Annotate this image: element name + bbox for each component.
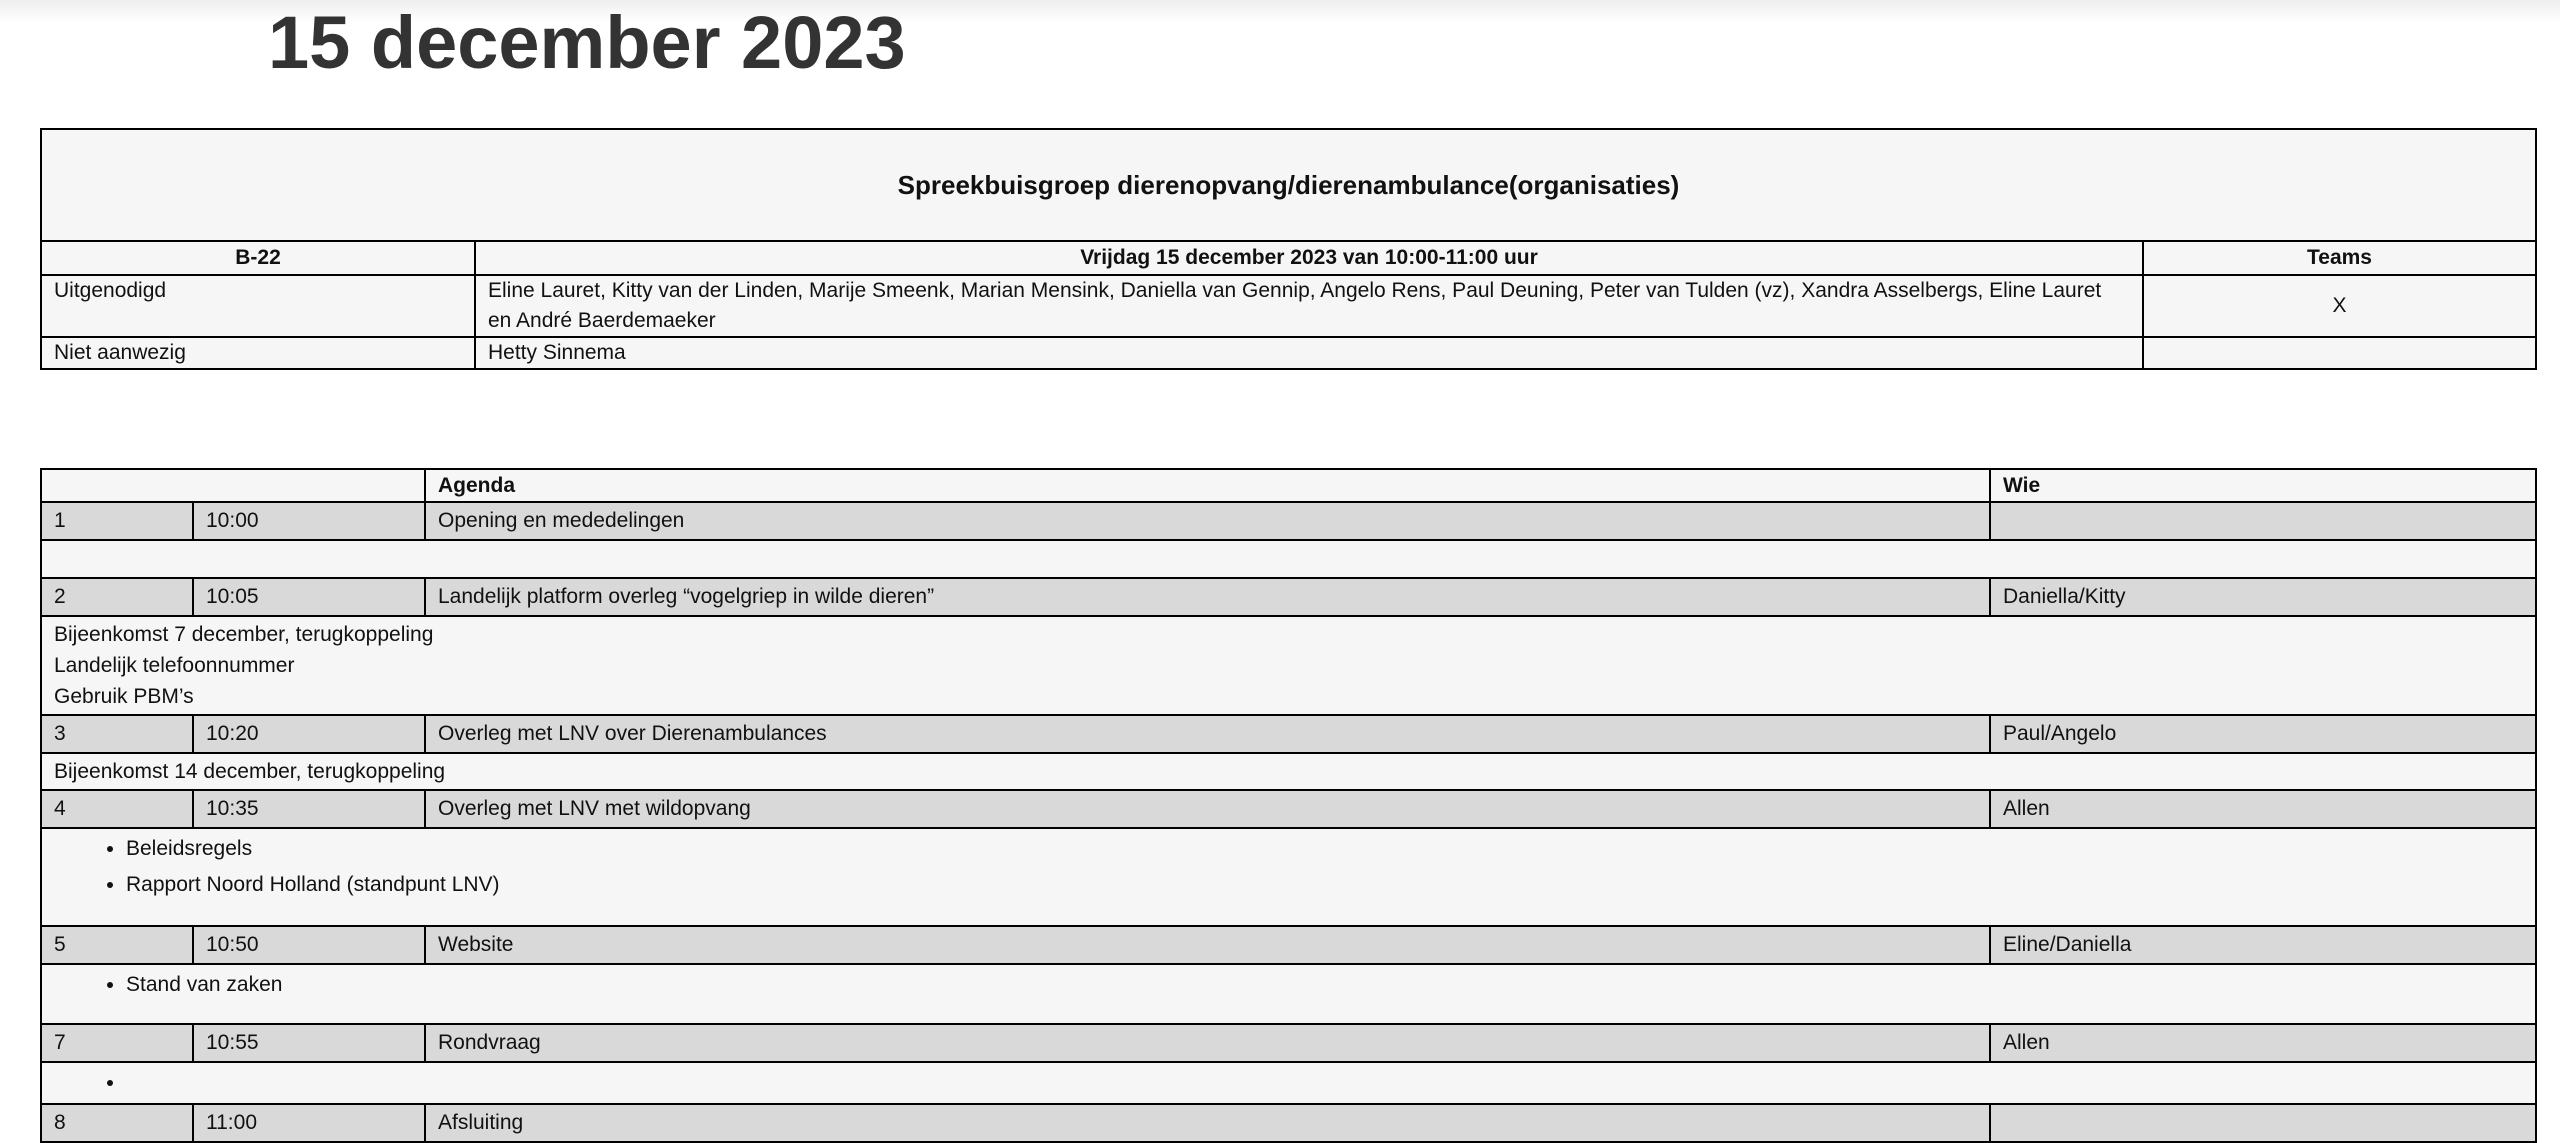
item-who: Daniella/Kitty bbox=[1990, 578, 2536, 616]
item-notes bbox=[41, 540, 2536, 578]
meeting-datetime: Vrijdag 15 december 2023 van 10:00-11:00 uur bbox=[475, 241, 2143, 275]
agenda-item bbox=[41, 578, 2536, 616]
absent-label: Niet aanwezig bbox=[41, 337, 475, 369]
item-topic: Overleg met LNV over Dierenambulances bbox=[425, 715, 1990, 753]
bullet-item: • Rapport Noord Holland (standpunt LNV) bbox=[126, 867, 2523, 903]
item-topic: Opening en mededelingen bbox=[425, 502, 1990, 540]
agenda-table bbox=[40, 468, 2537, 1143]
item-number: 8 bbox=[41, 1104, 193, 1142]
item-topic: Overleg met LNV met wildopvang bbox=[425, 790, 1990, 828]
item-notes bbox=[41, 753, 2536, 790]
agenda-item bbox=[41, 715, 2536, 753]
item-number: 1 bbox=[41, 502, 193, 540]
item-who: Allen bbox=[1990, 1024, 2536, 1062]
note-line: Bijeenkomst 7 december, terugkoppeling bbox=[54, 623, 434, 646]
item-who: Allen bbox=[1990, 790, 2536, 828]
item-notes bbox=[41, 616, 2536, 715]
item-time: 10:00 bbox=[193, 502, 425, 540]
bullet-item bbox=[126, 1065, 2523, 1101]
item-time: 10:35 bbox=[193, 790, 425, 828]
bullet-item: • Stand van zaken bbox=[126, 967, 2523, 1003]
item-topic: Landelijk platform overleg “vogelgriep in wilde dieren” bbox=[425, 578, 1990, 616]
item-number: 7 bbox=[41, 1024, 193, 1062]
room-code: B-22 bbox=[41, 241, 475, 275]
invited-mark: X bbox=[2143, 275, 2536, 337]
item-time: 10:50 bbox=[193, 926, 425, 964]
note-line: Landelijk telefoonnummer bbox=[54, 654, 295, 677]
item-topic: Website bbox=[425, 926, 1990, 964]
item-number: 4 bbox=[41, 790, 193, 828]
item-time: 10:55 bbox=[193, 1024, 425, 1062]
item-time: 11:00 bbox=[193, 1104, 425, 1142]
bullet-item: • Beleidsregels bbox=[126, 831, 2523, 867]
meeting-info-table bbox=[40, 128, 2537, 370]
agenda-item bbox=[41, 1104, 2536, 1142]
invited-label: Uitgenodigd bbox=[41, 275, 475, 337]
page-title: 15 december 2023 bbox=[268, 1, 906, 84]
agenda-item bbox=[41, 1024, 2536, 1062]
item-topic: Afsluiting bbox=[425, 1104, 1990, 1142]
item-number: 2 bbox=[41, 578, 193, 616]
item-notes bbox=[41, 964, 2536, 1024]
item-who bbox=[1990, 502, 2536, 540]
agenda-item bbox=[41, 790, 2536, 828]
agenda-item bbox=[41, 926, 2536, 964]
group-title: Spreekbuisgroep dierenopvang/dierenambulance(organisaties) bbox=[41, 129, 2536, 241]
item-who bbox=[1990, 1104, 2536, 1142]
bullet-list bbox=[54, 1065, 2523, 1101]
item-who: Eline/Daniella bbox=[1990, 926, 2536, 964]
item-notes bbox=[41, 828, 2536, 926]
item-topic: Rondvraag bbox=[425, 1024, 1990, 1062]
item-time: 10:20 bbox=[193, 715, 425, 753]
note-line: Bijeenkomst 14 december, terugkoppeling bbox=[54, 760, 446, 783]
bullet-list bbox=[54, 967, 2523, 1003]
item-notes bbox=[41, 1062, 2536, 1104]
item-number: 3 bbox=[41, 715, 193, 753]
invited-list: Eline Lauret, Kitty van der Linden, Marije Smeenk, Marian Mensink, Daniella van Gennip, Angelo Rens, Paul Deuning, Peter van Tulden (vz), Xandra Asselbergs, Eline Lauret en André Baerdemaeker bbox=[475, 275, 2143, 337]
agenda-header-topic: Agenda bbox=[425, 469, 1990, 502]
bullet-list bbox=[54, 831, 2523, 903]
absent-mark bbox=[2143, 337, 2536, 369]
item-number: 5 bbox=[41, 926, 193, 964]
meeting-mode: Teams bbox=[2143, 241, 2536, 275]
agenda-header-blank bbox=[41, 469, 425, 502]
agenda-header-who: Wie bbox=[1990, 469, 2536, 502]
item-time: 10:05 bbox=[193, 578, 425, 616]
item-who: Paul/Angelo bbox=[1990, 715, 2536, 753]
agenda-item bbox=[41, 502, 2536, 540]
note-line: Gebruik PBM’s bbox=[54, 685, 194, 708]
absent-list: Hetty Sinnema bbox=[475, 337, 2143, 369]
